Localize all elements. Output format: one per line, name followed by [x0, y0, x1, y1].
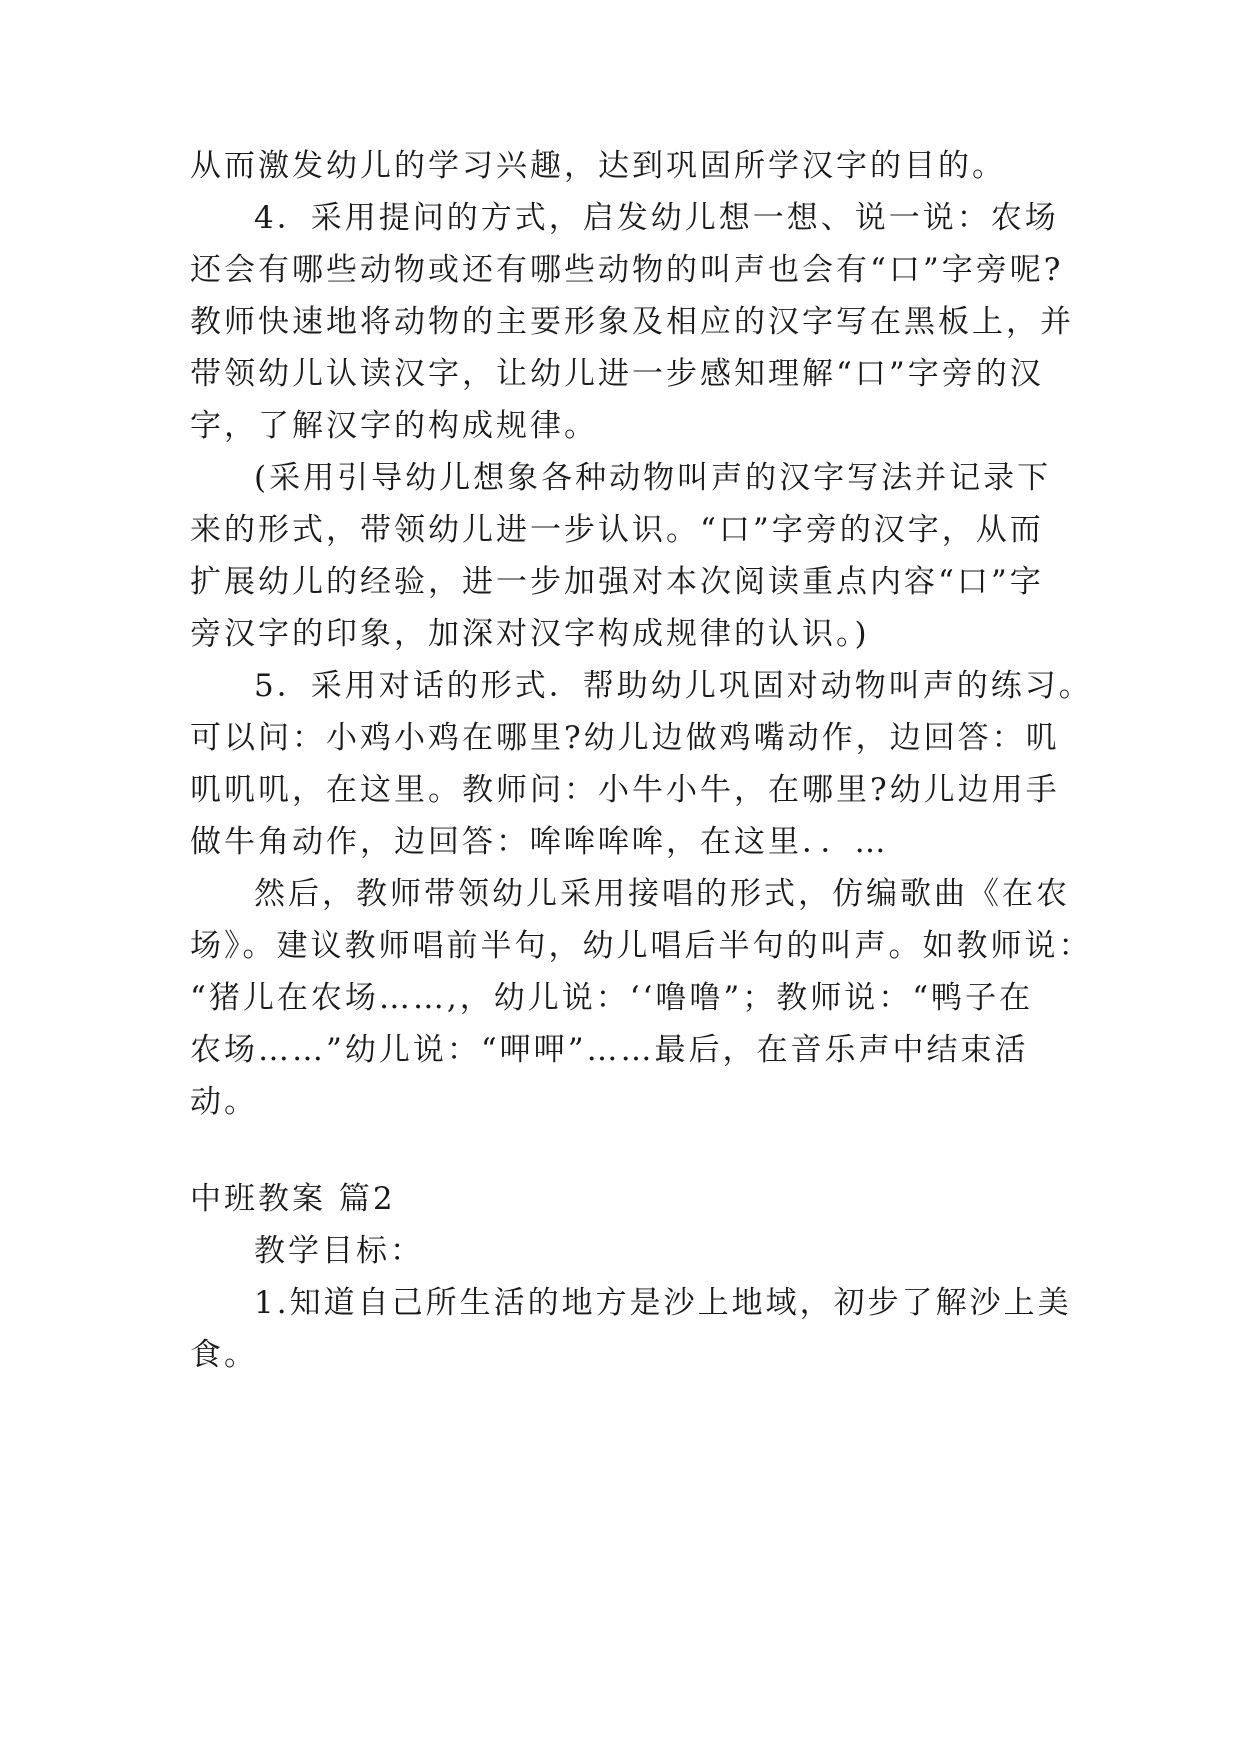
paragraph-line: 叽叽叽，在这里。教师问：小牛小牛，在哪里?幼儿边用手: [190, 772, 1060, 808]
paragraph-line: 可以问：小鸡小鸡在哪里?幼儿边做鸡嘴动作，边回答：叽: [190, 720, 1060, 756]
paragraph-line: 做牛角动作，边回答：哞哞哞哞，在这里．．…: [190, 824, 889, 860]
paragraph-line: 然后，教师带领幼儿采用接唱的形式，仿编歌曲《在农: [254, 876, 1070, 912]
paragraph-line: “猪儿在农场……,，幼儿说：‘‘噜噜”；教师说：“鸭子在: [190, 980, 1034, 1016]
paragraph-line: 动。: [190, 1084, 258, 1120]
paragraph-line: 旁汉字的印象，加深对汉字构成规律的认识。): [190, 616, 870, 652]
paragraph-line: 5．采用对话的形式．帮助幼儿巩固对动物叫声的练习。: [254, 668, 1093, 704]
paragraph-line: 教师快速地将动物的主要形象及相应的汉字写在黑板上，并: [190, 304, 1074, 340]
paragraph-line: 场》。建议教师唱前半句，幼儿唱后半句的叫声。如教师说：: [190, 928, 1093, 964]
section-heading: 中班教案 篇2: [190, 1181, 396, 1217]
subheading: 教学目标：: [254, 1233, 424, 1269]
paragraph-line: 4．采用提问的方式，启发幼儿想一想、说一说：农场: [254, 200, 1059, 236]
paragraph-line: 来的形式，带领幼儿进一步认识。“口”字旁的汉字，从而: [190, 512, 1044, 548]
paragraph-line: 食。: [190, 1337, 258, 1373]
paragraph-line: 从而激发幼儿的学习兴趣，达到巩固所学汉字的目的。: [190, 148, 1006, 184]
paragraph-line: 1.知道自己所生活的地方是沙上地域，初步了解沙上美: [254, 1285, 1072, 1321]
paragraph-line: 扩展幼儿的经验，进一步加强对本次阅读重点内容“口”字: [190, 564, 1044, 600]
paragraph-line: 农场……”幼儿说：“呷呷”……最后，在音乐声中结束活: [190, 1032, 1029, 1068]
paragraph-line: 字，了解汉字的构成规律。: [190, 408, 598, 444]
paragraph-line: 还会有哪些动物或还有哪些动物的叫声也会有“口”字旁呢?: [190, 252, 1064, 288]
paragraph-line: 带领幼儿认读汉字，让幼儿进一步感知理解“口”字旁的汉: [190, 356, 1044, 392]
paragraph-line: (采用引导幼儿想象各种动物叫声的汉字写法并记录下: [254, 460, 1052, 496]
